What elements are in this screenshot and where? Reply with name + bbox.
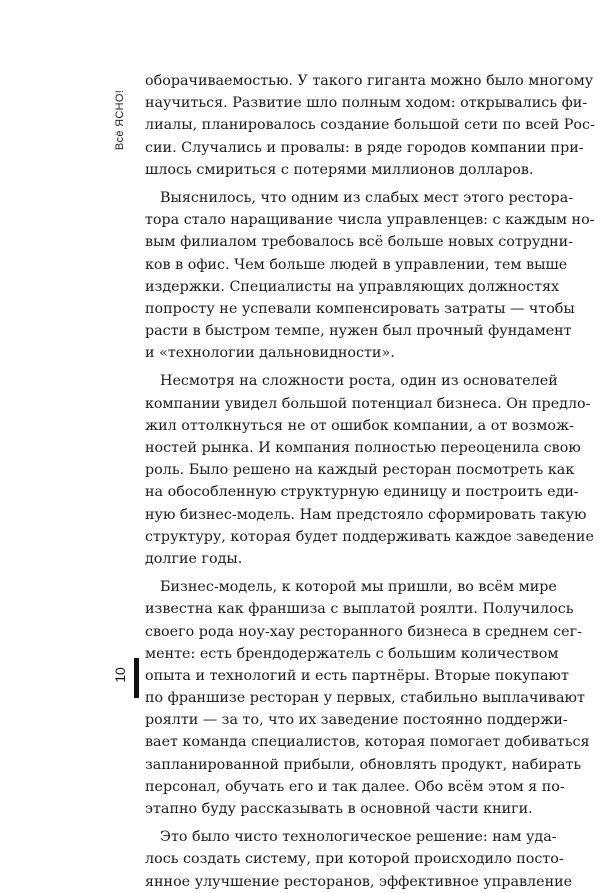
body-text xyxy=(145,70,595,893)
text-line: жил оттолкнуться не от ошибок компании, а от возмож- xyxy=(145,417,574,434)
text-line: издержки. Специалисты на управляющих должностях xyxy=(145,278,560,295)
text-line: вым филиалом требовалось всё больше новых сотрудни- xyxy=(145,234,574,251)
text-line: тора стало наращивание числа управленцев: с каждым но- xyxy=(145,212,595,229)
page-number xyxy=(107,660,133,690)
text-line: ностей рынка. И компания полностью переоценила свою xyxy=(145,440,581,456)
paragraph xyxy=(145,70,595,181)
text-line: роялти — за то, что их заведение постоянно поддержи- xyxy=(145,712,568,729)
text-line: шлось смириться с потерями миллионов долларов. xyxy=(145,161,534,178)
paragraph xyxy=(145,576,590,820)
text-line: вает команда специалистов, которая помогает добиваться xyxy=(145,734,590,751)
text-line: долгие годы. xyxy=(145,550,243,567)
text-line: известна как франшиза с выплатой роялти. Получилось xyxy=(145,601,574,618)
paragraph xyxy=(145,187,595,365)
running-header-text: Всё ЯСНО! xyxy=(114,89,126,151)
text-line: лиалы, планировалось создание большой сети по всей Рос- xyxy=(145,117,595,134)
paragraph xyxy=(145,370,594,570)
text-line: на обособленную структурную единицу и построить еди- xyxy=(145,484,579,501)
paragraph xyxy=(145,826,573,893)
text-line: оборачиваемостью. У такого гиганта можно было многому xyxy=(145,73,594,89)
text-line: попросту не успевали компенсировать затраты — чтобы xyxy=(145,300,575,317)
text-line: Бизнес-модель, к которой мы пришли, во всём мире xyxy=(160,579,557,596)
text-line: Выяснилось, что одним из слабых мест этого рестора- xyxy=(160,189,574,206)
text-line: структуру, которая будет поддерживать каждое заведение xyxy=(145,528,594,545)
text-line: янное улучшение ресторанов, эффективное управление xyxy=(145,873,573,890)
text-line: лось создать систему, при которой происходило посто- xyxy=(145,851,564,868)
text-line: персонал, обучать его и так далее. Обо всём этом я по- xyxy=(145,778,565,795)
text-line: ную бизнес-модель. Нам предстояло сформировать такую xyxy=(145,506,587,523)
page-number-text: 10 xyxy=(111,667,128,683)
text-line: опыта и технологий и есть партнёры. Вторые покупают xyxy=(145,667,569,684)
text-line: Несмотря на сложности роста, один из основателей xyxy=(160,373,558,390)
text-line: компании увидел большой потенциал бизнеса. Он предло- xyxy=(145,395,591,412)
text-line: роль. Было решено на каждый ресторан посмотреть как xyxy=(145,462,575,479)
page-number-rule xyxy=(134,658,139,698)
running-header xyxy=(107,75,133,165)
text-line: по франшизе ресторан у первых, стабильно выплачивают xyxy=(145,690,585,707)
text-line: Это было чисто технологическое решение: нам уда- xyxy=(160,829,557,846)
text-line: запланированной прибыли, обновлять продукт, набирать xyxy=(145,756,582,773)
text-line: научиться. Развитие шло полным ходом: открывались фи- xyxy=(145,95,588,112)
text-line: этапно буду рассказывать в основной части книги. xyxy=(145,801,533,817)
text-line: своего рода ноу-хау ресторанного бизнеса в среднем сег- xyxy=(145,623,582,640)
text-line: менте: есть брендодержатель с большим количеством xyxy=(145,645,559,662)
text-line: сии. Случались и провалы: в ряде городов компании при- xyxy=(145,139,584,156)
text-line: расти в быстром темпе, нужен был прочный фундамент xyxy=(145,323,572,340)
text-line: ков в офис. Чем больше людей в управлении, тем выше xyxy=(145,256,568,273)
text-line: и «технологии дальновидности». xyxy=(145,345,395,362)
